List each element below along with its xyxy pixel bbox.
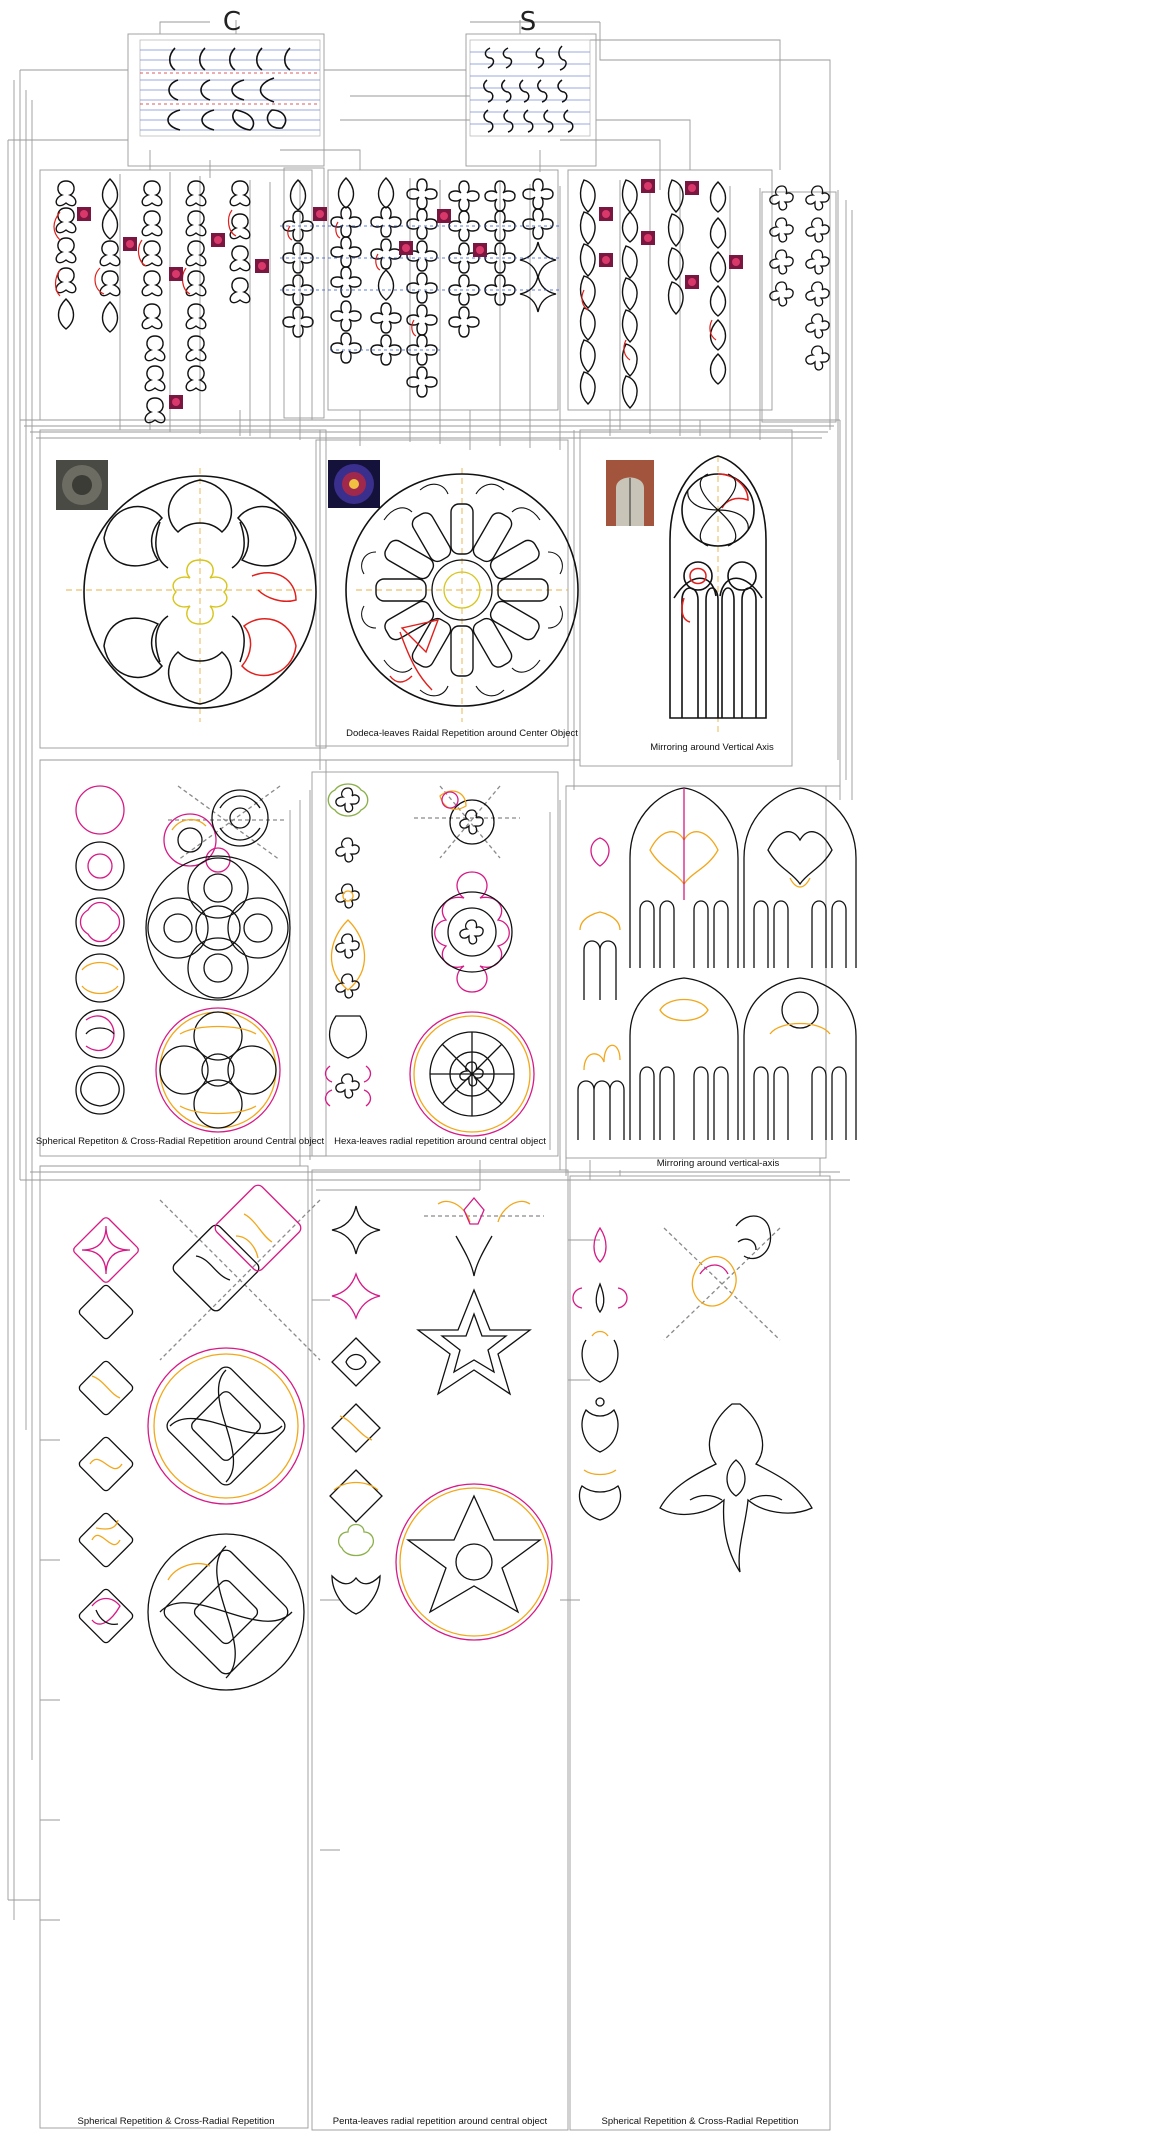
dodeca-petal (382, 537, 436, 581)
caption-window-mirror: Mirroring around Vertical Axis (650, 742, 774, 753)
hexa-radial-panel (326, 784, 547, 1147)
caption-cross-radial: Spherical Repetiton & Cross-Radial Repetition around Central object (35, 1136, 325, 1147)
caption-penta-radial: Penta-leaves radial repetition around central object (332, 2116, 548, 2127)
hexa-radial-rose (410, 1012, 534, 1136)
flourish-steps (573, 1228, 627, 1520)
dodeca-petal (409, 510, 453, 564)
cross-radial-rose (156, 1008, 280, 1132)
s-group-header: S (519, 7, 537, 37)
cross-radial-quatrefoil (146, 856, 290, 1000)
lozenge-steps (72, 1216, 140, 1644)
dodeca-petal (488, 537, 542, 581)
caption-hexa-radial: Hexa-leaves radial repetition around central object (334, 1136, 546, 1147)
hexa-radial-top (414, 786, 520, 858)
spherical-cross-panel-2 (573, 1216, 812, 2127)
mirror-vertical-panel (578, 788, 856, 1169)
lozenge-rose (148, 1348, 304, 1504)
lozenge-top (160, 1183, 320, 1360)
c-group-header: C (222, 7, 242, 37)
gothic-window-mirror (606, 456, 774, 753)
caption-sph-cross-2: Spherical Repetition & Cross-Radial Repetition (601, 2116, 799, 2127)
mirror-arch-2 (744, 788, 856, 968)
caption-mirror-vertical: Mirroring around vertical-axis (656, 1158, 780, 1169)
penta-top (424, 1198, 544, 1276)
cross-radial-steps (76, 786, 124, 1114)
caption-sph-cross-1: Spherical Repetition & Cross-Radial Repetition (77, 2116, 275, 2127)
rose-window-dodeca (328, 460, 578, 739)
mirror-arch-4 (744, 978, 856, 1140)
penta-star (418, 1290, 530, 1394)
quatrefoil-studies (280, 178, 560, 397)
caption-rose-dodeca: Dodeca-leaves Raidal Repetition around Center Object (346, 728, 578, 739)
flourish-top (664, 1216, 780, 1340)
rose-window-hexa (0, 460, 316, 739)
c-stroke-board (140, 40, 320, 136)
dodeca-petal (470, 510, 514, 564)
mirror-arch-1 (630, 788, 738, 968)
flourish-rose (660, 1404, 812, 1572)
stone-rose-window-photo (56, 460, 108, 510)
trefoil-studies (54, 179, 269, 423)
mirror-arch-3 (630, 978, 738, 1140)
stained-glass-rose-window-photo (328, 460, 380, 508)
dodeca-petal (470, 616, 514, 670)
hexa-radial-star (432, 872, 512, 992)
brick-gothic-window-photo (606, 460, 654, 526)
penta-steps (330, 1206, 382, 1614)
penta-radial-panel (330, 1198, 552, 2127)
spherical-cross-panel-1 (72, 1183, 320, 2127)
flower-outline-studies (770, 186, 829, 370)
comma-leaf-studies (581, 179, 743, 408)
hexa-radial-steps (326, 784, 371, 1106)
lozenge-rose-2 (148, 1534, 304, 1690)
dodeca-petal (488, 598, 542, 642)
cross-radial-panel (36, 786, 325, 1147)
penta-rose (396, 1484, 552, 1640)
s-stroke-board (470, 40, 590, 136)
